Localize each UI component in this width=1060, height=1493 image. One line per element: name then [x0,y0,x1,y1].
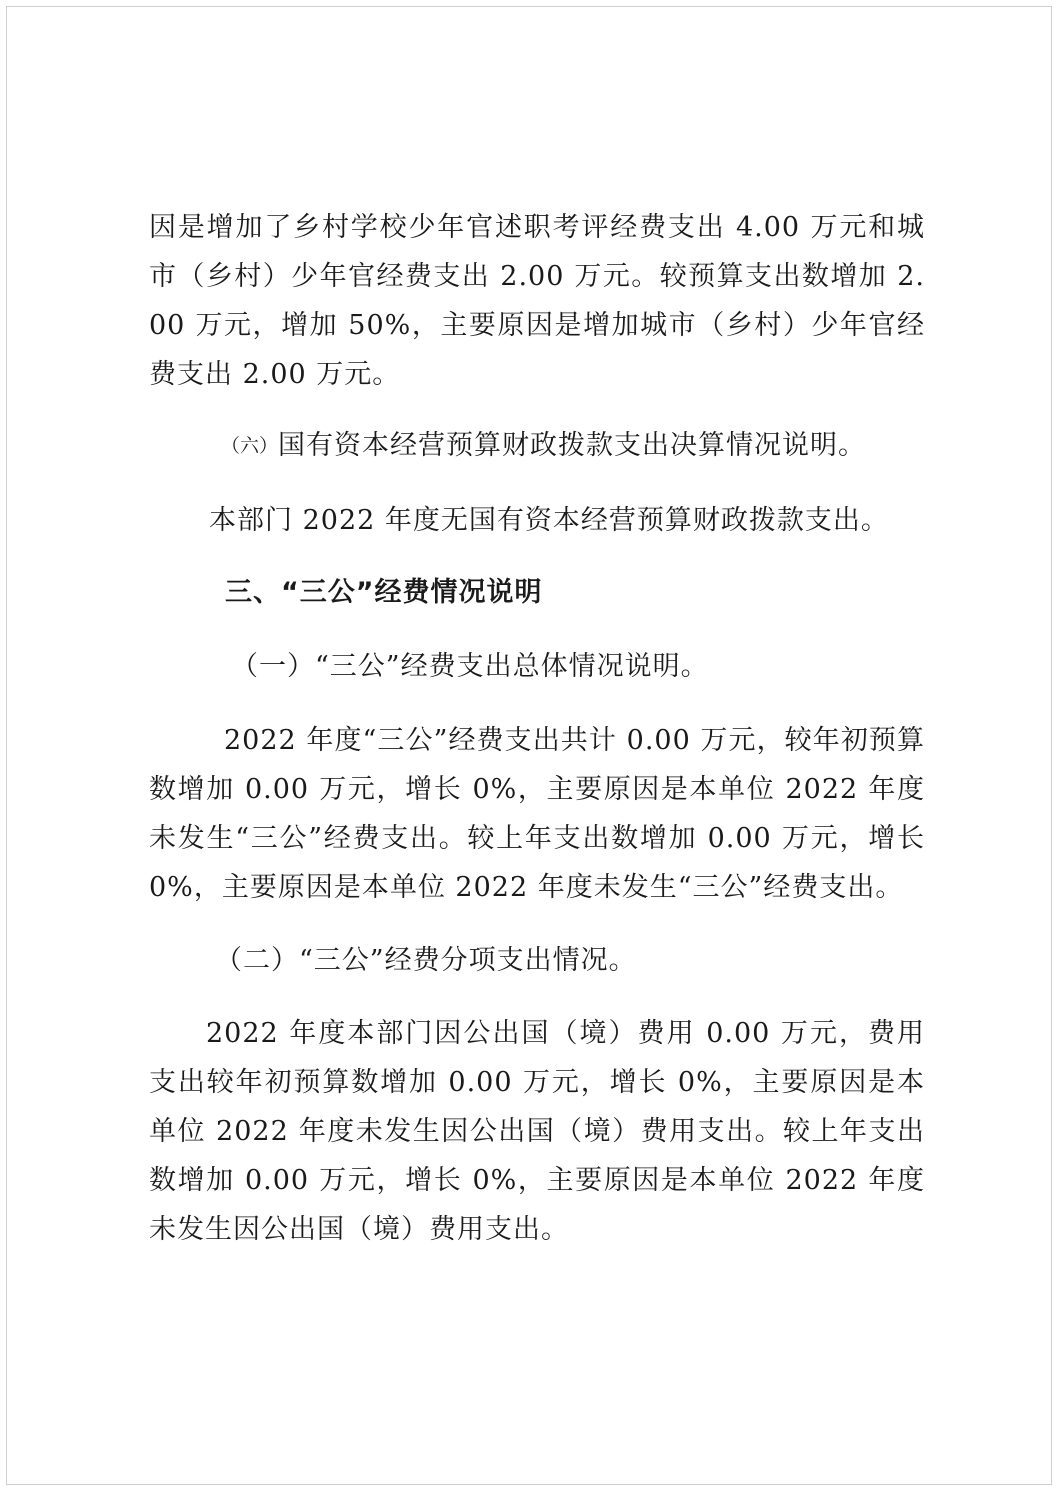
page-content [149,203,925,1254]
subsection-heading-itemized: （二）“三公”经费分项支出情况。 [215,945,637,976]
document-page [6,6,1052,1485]
subsection-heading-overall: （一）“三公”经费支出总体情况说明。 [231,651,709,682]
paragraph-state-capital-none: 本部门 2022 年度无国有资本经营预算财政拨款支出。 [209,505,889,536]
section-number-six: （六） [221,435,279,457]
section-heading-three-public: 三、“三公”经费情况说明 [225,577,543,608]
paragraph-youth-palace-expenditure: 因是增加了乡村学校少年官述职考评经费支出 4.00 万元和城市（乡村）少年官经费支出 2.00 万元。较预算支出数增加 2.00 万元，增加 50%，主要原因是增加城市（乡村）少年官经费支出 2.00 万元。 [149,212,925,390]
section-title-state-capital: 国有资本经营预算财政拨款支出决算情况说明。 [278,430,867,461]
section-heading-state-capital [149,421,925,471]
paragraph-three-public-total: 2022 年度“三公”经费支出共计 0.00 万元，较年初预算数增加 0.00 万元，增长 0%，主要原因是本单位 2022 年度未发生“三公”经费支出。较上年支出数增加 0.00 万元，增长 0%，主要原因是本单位 2022 年度未发生“三公”经费支出。 [149,725,925,903]
paragraph-overseas-travel: 2022 年度本部门因公出国（境）费用 0.00 万元，费用支出较年初预算数增加 0.00 万元，增长 0%，主要原因是本单位 2022 年度未发生因公出国（境）费用支出。较上年支出数增加 0.00 万元，增长 0%，主要原因是本单位 2022 年度未发生因公出国（境）费用支出。 [149,1018,925,1245]
